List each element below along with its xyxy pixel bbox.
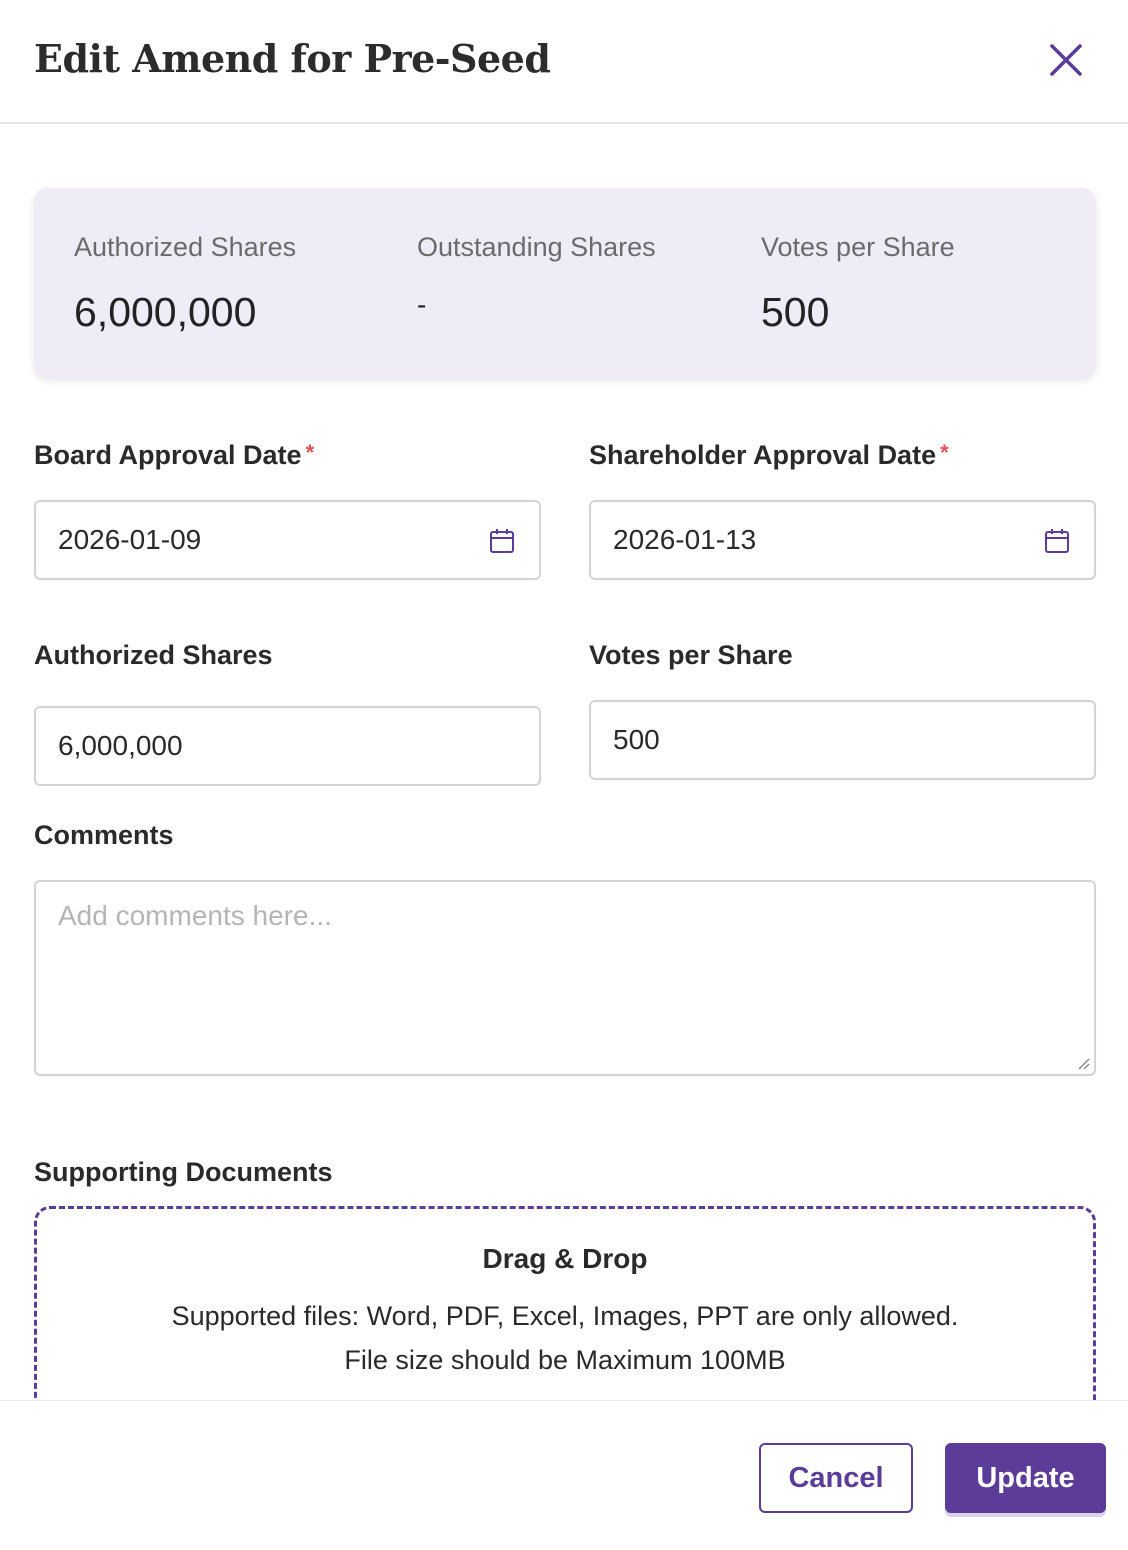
comments-textarea[interactable]: [34, 880, 1096, 1076]
required-mark: *: [940, 440, 949, 465]
board-date-input[interactable]: [34, 500, 541, 580]
votes-per-share-value: 500: [613, 724, 660, 755]
calendar-icon[interactable]: [1044, 528, 1070, 554]
board-date-label: [34, 440, 314, 471]
authorized-shares-label: Authorized Shares: [34, 640, 273, 670]
cancel-button[interactable]: Cancel: [759, 1443, 913, 1513]
authorized-shares-input[interactable]: [34, 706, 541, 786]
summary-authorized: [74, 232, 296, 336]
summary-votes: [761, 232, 955, 336]
dialog-footer: [0, 1400, 1128, 1550]
dropzone-supported-files: Supported files: Word, PDF, Excel, Images, PPT are only allowed.: [171, 1301, 959, 1331]
close-icon[interactable]: [1046, 40, 1086, 80]
calendar-icon[interactable]: [489, 528, 515, 554]
dialog-title: Edit Amend for Pre-Seed: [34, 36, 551, 81]
board-date-label-text: Board Approval Date: [34, 440, 302, 470]
shareholder-date-input[interactable]: [589, 500, 1096, 580]
dropzone-max-size: File size should be Maximum 100MB: [344, 1345, 786, 1375]
comments-label: Comments: [34, 820, 174, 850]
summary-outstanding-value: -: [417, 289, 427, 320]
update-button[interactable]: Update: [945, 1443, 1106, 1513]
votes-per-share-label: Votes per Share: [589, 640, 793, 670]
summary-authorized-label: Authorized Shares: [74, 232, 297, 262]
comments-placeholder: Add comments here...: [58, 900, 332, 931]
supporting-documents-label: Supporting Documents: [34, 1157, 333, 1187]
share-summary-card: [34, 188, 1096, 378]
required-mark: *: [305, 440, 315, 465]
summary-authorized-value: 6,000,000: [74, 289, 257, 335]
shareholder-date-label-text: Shareholder Approval Date: [589, 440, 937, 470]
votes-per-share-input[interactable]: [589, 700, 1096, 780]
shareholder-date-value: 2026-01-13: [613, 524, 757, 555]
dialog-header: [0, 0, 1128, 124]
dropzone-title: Drag & Drop: [482, 1243, 648, 1274]
summary-votes-label: Votes per Share: [761, 232, 955, 262]
summary-outstanding-label: Outstanding Shares: [417, 232, 656, 262]
summary-votes-value: 500: [761, 289, 830, 335]
board-date-value: 2026-01-09: [58, 524, 202, 555]
resize-handle-icon[interactable]: [1075, 1055, 1091, 1071]
shareholder-date-label: [589, 440, 949, 471]
summary-outstanding: [417, 232, 656, 321]
authorized-shares-value: 6,000,000: [58, 730, 183, 761]
